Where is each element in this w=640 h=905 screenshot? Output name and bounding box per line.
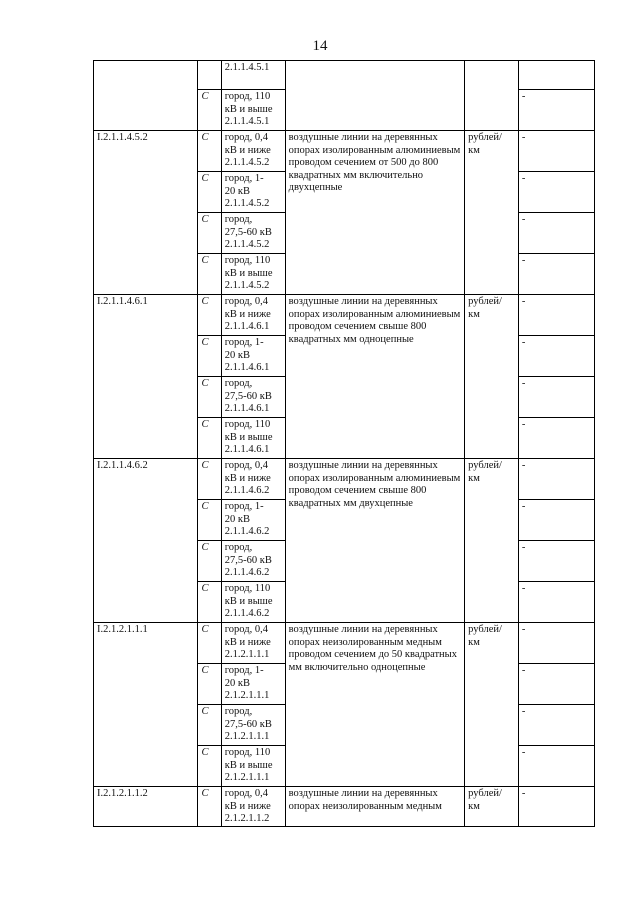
place-line: кВ и выше [224,759,273,771]
code-cell [94,61,198,131]
place-line: город, 110 [224,747,271,758]
value-cell: - [518,500,594,541]
category-cell: С [198,623,221,664]
unit-cell: рублей/ км [465,459,519,623]
place-line: 2.1.2.1.1.1 [224,772,270,783]
place-line: город, 110 [224,419,271,430]
place-line: кВ и выше [224,595,273,607]
place-cell [221,705,285,746]
place-line: город, 0,4 [224,788,268,799]
place-line: 2.1.1.4.6.2 [224,485,270,496]
place-line: город, 110 [224,91,271,102]
place-line: 2.1.2.1.1.2 [224,813,270,824]
category-cell: С [198,787,221,827]
value-cell: - [518,746,594,787]
value-cell [518,61,594,90]
category-cell: С [198,295,221,336]
place-line: город, [224,214,253,225]
value-cell: - [518,295,594,336]
table-row [94,61,595,90]
category-cell: С [198,254,221,295]
table-row [94,459,595,500]
place-line: город, 110 [224,583,271,594]
place-line: город, 1- [224,665,264,676]
table-row [94,295,595,336]
place-line: 27,5-60 кВ [224,554,272,566]
category-cell: С [198,172,221,213]
category-cell: С [198,90,221,131]
place-line: 2.1.1.4.5.2 [224,280,270,291]
place-cell [221,90,285,131]
category-cell [198,61,221,90]
place-cell [221,459,285,500]
category-cell: С [198,418,221,459]
value-cell: - [518,664,594,705]
value-cell: - [518,623,594,664]
place-line: 2.1.1.4.6.2 [224,526,270,537]
category-cell: С [198,664,221,705]
description-cell: воздушные линии на деревянных опорах изолированным алюминиевым проводом сечением свыше 800 квадратных мм одноцепные [285,295,465,459]
table-row [94,787,595,827]
place-line: город, 0,4 [224,624,268,635]
unit-cell: рублей/ км [465,623,519,787]
place-line: город, [224,378,253,389]
place-line: 2.1.1.4.6.1 [224,321,270,332]
unit-cell: рублей/ км [465,131,519,295]
category-cell: С [198,705,221,746]
table-body [94,61,595,827]
place-cell [221,500,285,541]
place-line: 20 кВ [224,185,250,197]
description-cell: воздушные линии на деревянных опорах неизолированным медным проводом сечением до 50 квадратных мм включительно одноцепные [285,623,465,787]
place-line: кВ и ниже [224,800,271,812]
table-row [94,623,595,664]
place-cell [221,664,285,705]
place-cell [221,582,285,623]
place-cell [221,746,285,787]
place-line: 2.1.2.1.1.1 [224,649,270,660]
value-cell: - [518,254,594,295]
place-cell [221,418,285,459]
place-line: город, [224,706,253,717]
value-cell: - [518,418,594,459]
place-line: 2.1.1.4.6.2 [224,608,270,619]
category-cell: С [198,377,221,418]
place-line: 2.1.1.4.5.1 [224,116,270,127]
place-line: кВ и выше [224,431,273,443]
unit-cell: рублей/ км [465,295,519,459]
place-line: 27,5-60 кВ [224,390,272,402]
place-cell [221,213,285,254]
place-line: 2.1.1.4.5.1 [224,62,270,73]
unit-cell: рублей/ км [465,787,519,827]
value-cell: - [518,172,594,213]
place-cell [221,295,285,336]
place-line: кВ и выше [224,103,273,115]
place-cell [221,787,285,827]
place-line: город, 1- [224,337,264,348]
place-line: город, 0,4 [224,296,268,307]
place-line: кВ и выше [224,267,273,279]
place-line: город, 1- [224,173,264,184]
page-number: 14 [312,38,328,54]
place-line: 2.1.1.4.6.1 [224,444,270,455]
unit-cell [465,61,519,131]
category-cell: С [198,131,221,172]
place-line: город, 1- [224,501,264,512]
place-line: 2.1.1.4.5.2 [224,239,270,250]
category-cell: С [198,582,221,623]
category-cell: С [198,459,221,500]
place-line: кВ и ниже [224,472,271,484]
category-cell: С [198,336,221,377]
place-line: город, 110 [224,255,271,266]
place-cell [221,541,285,582]
value-cell: - [518,541,594,582]
place-cell [221,336,285,377]
place-line: город, [224,542,253,553]
description-cell: воздушные линии на деревянных опорах изолированным алюминиевым проводом сечением от 500 до 800 квадратных мм включительно двухцепные [285,131,465,295]
place-line: 2.1.1.4.6.2 [224,567,270,578]
category-cell: С [198,746,221,787]
code-cell: I.2.1.1.4.5.2 [94,131,198,295]
place-line: 2.1.2.1.1.1 [224,731,270,742]
category-cell: С [198,500,221,541]
value-cell: - [518,336,594,377]
value-cell: - [518,787,594,827]
place-line: 2.1.2.1.1.1 [224,690,270,701]
place-line: кВ и ниже [224,308,271,320]
description-cell: воздушные линии на деревянных опорах неизолированным медным [285,787,465,827]
value-cell: - [518,131,594,172]
value-cell: - [518,377,594,418]
table-row [94,131,595,172]
value-cell: - [518,582,594,623]
description-cell: воздушные линии на деревянных опорах изолированным алюминиевым проводом сечением свыше 800 квадратных мм двухцепные [285,459,465,623]
place-line: город, 0,4 [224,460,268,471]
code-cell: I.2.1.2.1.1.1 [94,623,198,787]
place-cell [221,623,285,664]
place-line: кВ и ниже [224,636,271,648]
value-cell: - [518,705,594,746]
place-line: город, 0,4 [224,132,268,143]
description-cell [285,61,465,131]
code-cell: I.2.1.1.4.6.1 [94,295,198,459]
code-cell: I.2.1.1.4.6.2 [94,459,198,623]
place-cell [221,172,285,213]
category-cell: С [198,541,221,582]
place-line: 2.1.1.4.5.2 [224,198,270,209]
place-line: 27,5-60 кВ [224,718,272,730]
place-line: 2.1.1.4.6.1 [224,362,270,373]
place-line: 27,5-60 кВ [224,226,272,238]
place-cell [221,131,285,172]
place-cell [221,254,285,295]
place-line: кВ и ниже [224,144,271,156]
value-cell: - [518,90,594,131]
place-cell [221,61,285,90]
place-line: 2.1.1.4.5.2 [224,157,270,168]
place-cell [221,377,285,418]
value-cell: - [518,459,594,500]
place-line: 2.1.1.4.6.1 [224,403,270,414]
code-cell: I.2.1.2.1.1.2 [94,787,198,827]
tariff-table [93,60,595,827]
place-line: 20 кВ [224,513,250,525]
value-cell: - [518,213,594,254]
place-line: 20 кВ [224,349,250,361]
place-line: 20 кВ [224,677,250,689]
category-cell: С [198,213,221,254]
